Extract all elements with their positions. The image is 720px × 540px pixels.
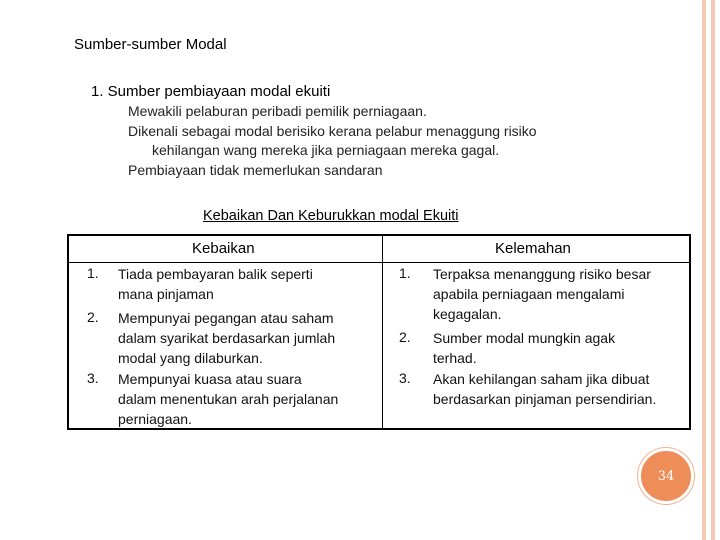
kelemahan-item-2 [433, 328, 615, 368]
text-line: Akan kehilangan saham jika dibuat [433, 371, 650, 387]
kebaikan-num-3: 3. [87, 370, 99, 386]
text-line: Terpaksa menanggung risiko besar [433, 266, 651, 282]
point-1: Mewakili pelaburan peribadi pemilik perniagaan. [128, 103, 427, 119]
table-title: Kebaikan Dan Keburukkan modal Ekuiti [203, 208, 459, 224]
decorative-border [698, 0, 720, 540]
text-line: terhad. [433, 350, 477, 366]
text-line: dalam menentukan arah perjalanan [118, 391, 339, 407]
kelemahan-item-1 [433, 264, 651, 324]
text-line: Tiada pembayaran balik seperti [118, 266, 313, 282]
text-line: Mempunyai pegangan atau saham [118, 310, 334, 326]
text-line: mana pinjaman [118, 286, 214, 302]
slide-title: Sumber-sumber Modal [74, 36, 227, 53]
text-line: modal yang dilaburkan. [118, 350, 263, 366]
text-line: Sumber modal mungkin agak [433, 330, 616, 346]
border-line [711, 0, 715, 540]
text-line: Mempunyai kuasa atau suara [118, 371, 302, 387]
kebaikan-num-2: 2. [87, 309, 99, 325]
section-heading: 1. Sumber pembiayaan modal ekuiti [91, 83, 331, 100]
text-line: berdasarkan pinjaman persendirian. [433, 391, 657, 407]
text-line: apabila perniagaan mengalami [433, 286, 625, 302]
comparison-table [67, 234, 691, 430]
kelemahan-num-2: 2. [399, 329, 411, 345]
header-kebaikan: Kebaikan [192, 240, 255, 257]
column-divider [382, 236, 383, 428]
header-kelemahan: Kelemahan [495, 240, 571, 257]
text-line: dalam syarikat berdasarkan jumlah [118, 330, 336, 346]
kebaikan-item-1 [118, 264, 313, 304]
kebaikan-item-3 [118, 369, 338, 429]
header-divider [69, 262, 689, 263]
point-3: Pembiayaan tidak memerlukan sandaran [128, 162, 383, 178]
kelemahan-num-1: 1. [399, 265, 411, 281]
kelemahan-num-3: 3. [399, 370, 411, 386]
point-2: Dikenali sebagai modal berisiko kerana pelabur menaggung risiko [128, 123, 537, 139]
text-line: kegagalan. [433, 306, 502, 322]
kelemahan-item-3 [433, 369, 656, 409]
border-line [702, 0, 706, 540]
page-number-badge: 34 [638, 448, 694, 504]
kebaikan-item-2 [118, 308, 335, 368]
point-2-continued: kehilangan wang mereka jika perniagaan mereka gagal. [152, 142, 500, 158]
text-line: perniagaan. [118, 411, 192, 427]
kebaikan-num-1: 1. [87, 265, 99, 281]
